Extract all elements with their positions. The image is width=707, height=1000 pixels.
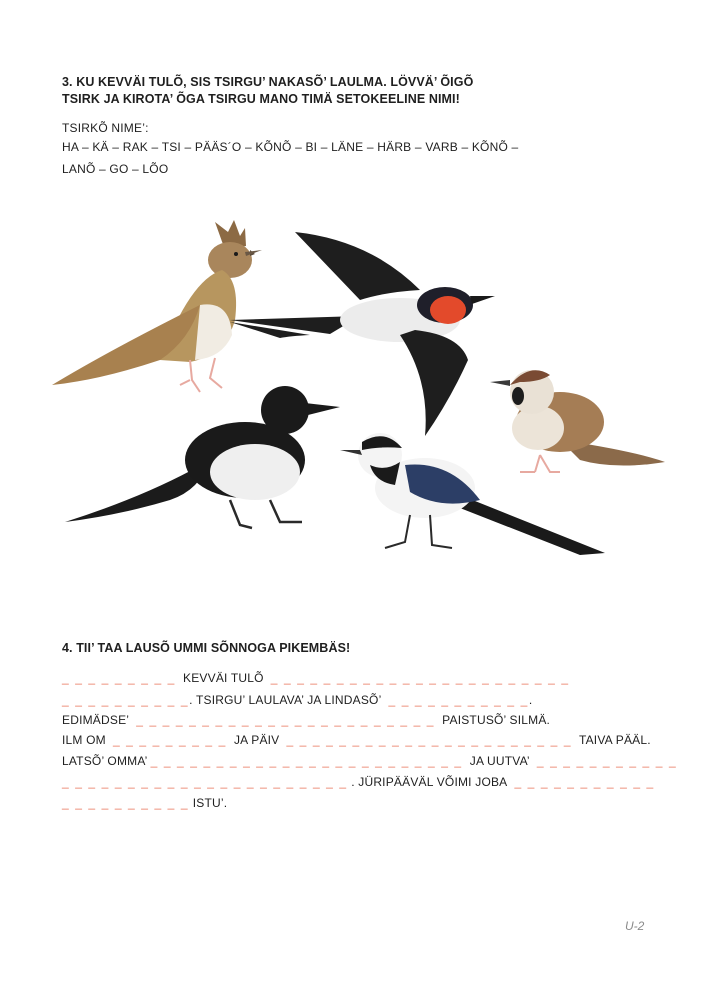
fill-blank-2[interactable]: _ _ _ _ _ _ _ _ _ _ _ _ _ _ _ _ _ _ _ _ _ _ _ [270, 671, 570, 685]
birds-illustration [40, 210, 680, 570]
sentence-text: KEVVÄI TULÕ [183, 671, 264, 685]
crested-lark-illustration [52, 220, 262, 392]
fill-blank-8[interactable]: _ _ _ _ _ _ _ _ _ _ _ _ _ _ _ _ _ _ _ _ _ _ _ _ [150, 754, 463, 768]
sentence-text: JA UUTVA’ [469, 754, 530, 768]
sentence-text: EDIMÄDSE’ [62, 713, 130, 727]
page-number: U-2 [625, 919, 645, 933]
sentence-line-2 [62, 692, 532, 708]
fill-blank-1[interactable]: _ _ _ _ _ _ _ _ _ [62, 671, 176, 685]
sentence-line-4 [62, 732, 651, 748]
task3-title-line1: 3. KU KEVVÄI TULÕ, SIS TSIRGU’ NAKASÕ’ LAULMA. LÖVVÄ’ ÕIGÕ [62, 75, 474, 89]
sentence-text: . TSIRGU’ LAULAVA’ JA LINDASÕ’ [189, 693, 382, 707]
sentence-text: ILM OM [62, 733, 106, 747]
fill-blank-3[interactable]: _ _ _ _ _ _ _ _ _ _ [62, 693, 190, 707]
syllables-line1: HA – KÄ – RAK – TSI – PÄÄS´O – KÕNÕ – BI – LÄNE – HÄRB – VARB – KÕNÕ – [62, 140, 519, 154]
task4-title: 4. TII’ TAA LAUSÕ UMMI SÕNNOGA PIKEMBÄS! [62, 641, 351, 655]
syllables-line2: LANÕ – GO – LÕO [62, 162, 169, 176]
fill-blank-5[interactable]: _ _ _ _ _ _ _ _ _ _ _ _ _ _ _ _ _ _ _ _ _ _ _ [136, 713, 436, 727]
sentence-text: . [528, 693, 533, 707]
sentence-text: ISTU’. [192, 796, 228, 810]
bird-names-label: TSIRKÕ NIME’: [62, 121, 149, 135]
sentence-line-7 [62, 795, 227, 811]
sentence-text: PAISTUSÕ’ SILMÄ. [442, 713, 551, 727]
fill-blank-6[interactable]: _ _ _ _ _ _ _ _ _ [112, 733, 227, 747]
sentence-line-1 [62, 670, 570, 686]
sentence-text: TAIVA PÄÄL. [578, 733, 651, 747]
sentence-text: LATSÕ’ OMMA’ [62, 754, 148, 768]
fill-blank-7[interactable]: _ _ _ _ _ _ _ _ _ _ _ _ _ _ _ _ _ _ _ _ _ _ [286, 733, 573, 747]
fill-blank-4[interactable]: _ _ _ _ _ _ _ _ _ _ _ [388, 693, 529, 707]
fill-blank-11[interactable]: _ _ _ _ _ _ _ _ _ _ _ [514, 775, 655, 789]
task3-title-line2: TSIRK JA KIROTA’ ÕGA TSIRGU MANO TIMÄ SETOKEELINE NIMI! [62, 92, 460, 106]
sentence-line-5 [62, 753, 677, 769]
sentence-text: . JÜRIPÄÄVÄL VÕIMI JOBA [351, 775, 508, 789]
fill-blank-12[interactable]: _ _ _ _ _ _ _ _ _ _ [62, 796, 190, 810]
magpie-illustration [65, 386, 340, 528]
sentence-line-6 [62, 774, 655, 790]
tree-sparrow-illustration [490, 370, 665, 472]
sentence-line-3 [62, 712, 550, 728]
fill-blank-10[interactable]: _ _ _ _ _ _ _ _ _ _ _ _ _ _ _ _ _ _ _ _ _ _ [62, 775, 348, 789]
sentence-text: JA PÄIV [233, 733, 280, 747]
fill-blank-9[interactable]: _ _ _ _ _ _ _ _ _ _ _ [536, 754, 678, 768]
